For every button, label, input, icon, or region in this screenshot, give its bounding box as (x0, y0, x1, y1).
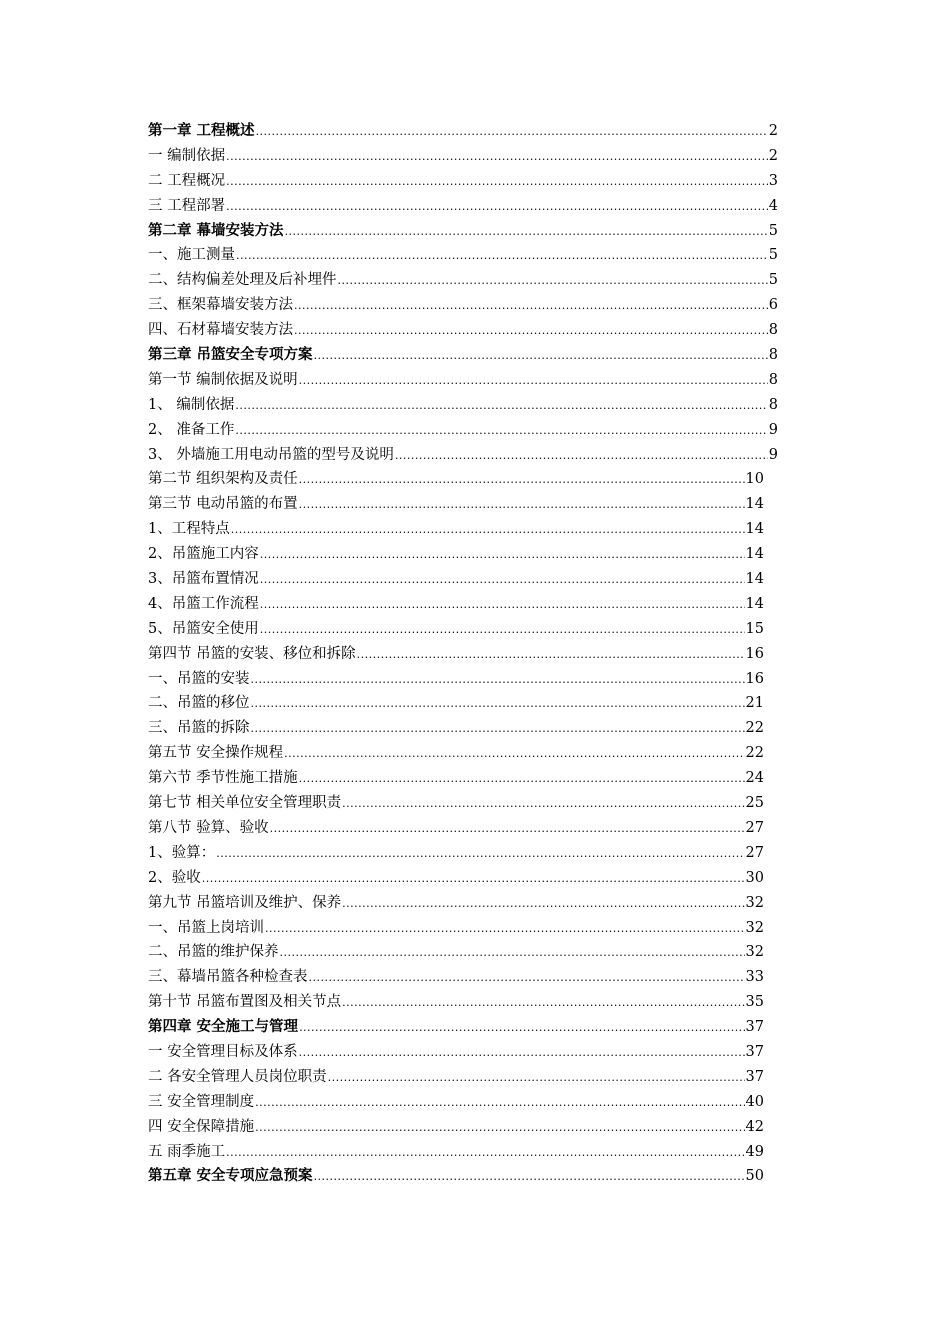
toc-entry-page-number: 25 (745, 795, 764, 812)
toc-entry-title: 第二节 组织架构及责任 (148, 471, 298, 488)
dot-leader (299, 369, 768, 394)
toc-entry-page-number: 37 (745, 1068, 764, 1085)
dot-leader (265, 917, 745, 942)
dot-leader (294, 294, 768, 319)
toc-entry[interactable] (148, 691, 764, 716)
toc-entry-title: 二 工程概况 (148, 172, 226, 189)
dot-leader (314, 344, 768, 369)
toc-entry-page-number: 37 (745, 1019, 764, 1036)
toc-entry[interactable] (148, 318, 778, 343)
toc-entry-title: 三、框架幕墙安装方法 (148, 297, 293, 314)
toc-entry-page-number: 8 (768, 396, 778, 413)
toc-entry-title: 1、验算： (148, 844, 216, 861)
toc-entry[interactable] (148, 443, 778, 468)
toc-entry-page-number: 32 (745, 919, 764, 936)
toc-entry-page-number: 8 (768, 371, 778, 388)
dot-leader (357, 643, 745, 668)
toc-entry-page-number: 16 (745, 670, 764, 687)
toc-entry-page-number: 14 (745, 571, 764, 588)
toc-entry-page-number: 2 (768, 123, 778, 139)
dot-leader (309, 966, 745, 991)
toc-entry-page-number: 3 (768, 172, 778, 189)
toc-entry-title: 3、 外墙施工用电动吊篮的型号及说明 (148, 446, 394, 463)
toc-entry-page-number: 14 (745, 521, 764, 538)
toc-entry-page-number: 14 (745, 496, 764, 513)
dot-leader (299, 767, 745, 792)
toc-entry-page-number: 5 (768, 222, 778, 239)
toc-entry-page-number: 21 (745, 695, 764, 712)
dot-leader (255, 1116, 744, 1141)
dot-leader (280, 941, 745, 966)
toc-entry-title: 五 雨季施工 (148, 1143, 226, 1160)
toc-entry-title: 4、吊篮工作流程 (148, 595, 259, 612)
toc-entry[interactable] (148, 916, 764, 941)
toc-entry[interactable] (148, 343, 778, 368)
toc-entry[interactable] (148, 368, 778, 393)
toc-entry-title: 一、吊篮的安装 (148, 670, 250, 687)
toc-entry[interactable] (148, 169, 778, 194)
toc-entry[interactable] (148, 1140, 764, 1165)
toc-entry-page-number: 16 (745, 645, 764, 662)
toc-entry-title: 第五节 安全操作规程 (148, 745, 284, 762)
toc-entry-page-number: 50 (745, 1168, 764, 1185)
toc-entry[interactable] (148, 418, 778, 443)
toc-entry-title: 一 编制依据 (148, 147, 226, 164)
toc-entry[interactable] (148, 119, 778, 144)
toc-entry-page-number: 30 (745, 869, 764, 886)
toc-entry-page-number: 27 (745, 844, 764, 861)
dot-leader (342, 792, 744, 817)
toc-entry-title: 第八节 验算、验收 (148, 819, 269, 836)
toc-entry-title: 2、吊篮施工内容 (148, 546, 259, 563)
toc-entry-title: 3、吊篮布置情况 (148, 571, 259, 588)
toc-entry[interactable] (148, 741, 764, 766)
toc-entry[interactable] (148, 965, 764, 990)
dot-leader (235, 394, 767, 419)
dot-leader (236, 244, 768, 269)
toc-entry-title: 二、吊篮的移位 (148, 695, 250, 712)
toc-entry[interactable] (148, 1065, 764, 1090)
toc-entry-title: 四、石材幕墙安装方法 (148, 322, 293, 339)
toc-entry-page-number: 8 (768, 322, 778, 339)
toc-entry-page-number: 27 (745, 819, 764, 836)
table-of-contents (148, 119, 778, 1189)
toc-entry-title: 三 工程部署 (148, 197, 226, 214)
toc-entry-title: 三 安全管理制度 (148, 1093, 255, 1110)
toc-entry[interactable] (148, 866, 764, 891)
dot-leader (251, 717, 745, 742)
dot-leader (299, 468, 745, 493)
dot-leader (270, 817, 745, 842)
dot-leader (342, 892, 744, 917)
dot-leader (216, 842, 744, 867)
toc-entry-title: 二、吊篮的维护保养 (148, 944, 279, 961)
toc-entry[interactable] (148, 467, 764, 492)
toc-entry-title: 2、 准备工作 (148, 421, 235, 438)
toc-entry[interactable] (148, 766, 764, 791)
dot-leader (314, 1165, 745, 1190)
toc-entry-page-number: 22 (745, 745, 764, 762)
toc-entry[interactable] (148, 1090, 764, 1115)
dot-leader (260, 543, 745, 568)
dot-leader (294, 319, 768, 344)
dot-leader (338, 269, 768, 294)
toc-entry-title: 第四节 吊篮的安装、移位和拆除 (148, 645, 356, 662)
dot-leader (299, 1041, 745, 1066)
dot-leader (260, 618, 745, 643)
toc-entry[interactable] (148, 144, 778, 169)
toc-entry[interactable] (148, 194, 778, 219)
toc-entry-title: 2、验收 (148, 869, 201, 886)
toc-entry[interactable] (148, 219, 778, 244)
toc-entry-page-number: 32 (745, 944, 764, 961)
toc-entry[interactable] (148, 667, 764, 692)
toc-entry-page-number: 5 (768, 247, 778, 264)
toc-entry[interactable] (148, 940, 764, 965)
toc-entry[interactable] (148, 891, 764, 916)
toc-entry-page-number: 33 (745, 969, 764, 986)
toc-entry[interactable] (148, 642, 764, 667)
toc-entry-page-number: 2 (768, 147, 778, 164)
dot-leader (260, 593, 745, 618)
toc-entry[interactable] (148, 791, 764, 816)
toc-entry[interactable] (148, 716, 764, 741)
dot-leader (299, 493, 745, 518)
toc-entry-page-number: 9 (768, 421, 778, 438)
toc-entry-page-number: 32 (745, 894, 764, 911)
toc-entry-page-number: 5 (768, 272, 778, 289)
toc-entry-title: 第二章 幕墙安装方法 (148, 221, 284, 239)
toc-entry-page-number: 15 (745, 620, 764, 637)
toc-entry-page-number: 40 (745, 1093, 764, 1110)
toc-entry[interactable] (148, 1015, 764, 1040)
toc-entry[interactable] (148, 841, 764, 866)
toc-entry-page-number: 24 (745, 770, 764, 787)
toc-entry-page-number: 10 (745, 471, 764, 488)
toc-entry[interactable] (148, 542, 764, 567)
toc-entry-title: 第三节 电动吊篮的布置 (148, 496, 298, 513)
dot-leader (285, 220, 768, 245)
toc-entry-page-number: 22 (745, 720, 764, 737)
toc-entry[interactable] (148, 293, 778, 318)
toc-entry-title: 二 各安全管理人员岗位职责 (148, 1068, 327, 1085)
toc-entry-title: 第五章 安全专项应急预案 (148, 1167, 313, 1185)
toc-entry-page-number: 14 (745, 546, 764, 563)
toc-entry-title: 第一章 工程概述 (148, 122, 255, 139)
toc-entry[interactable] (148, 243, 778, 268)
dot-leader (226, 195, 768, 220)
toc-entry-title: 一、施工测量 (148, 247, 235, 264)
toc-entry[interactable] (148, 990, 764, 1015)
toc-entry-title: 三、吊篮的拆除 (148, 720, 250, 737)
toc-entry-page-number: 9 (768, 446, 778, 463)
toc-entry[interactable] (148, 816, 764, 841)
toc-entry[interactable] (148, 492, 764, 517)
toc-entry-title: 第三章 吊篮安全专项方案 (148, 346, 313, 364)
toc-entry-title: 1、 编制依据 (148, 396, 235, 413)
toc-entry-title: 一、吊篮上岗培训 (148, 919, 264, 936)
toc-entry[interactable] (148, 567, 764, 592)
dot-leader (299, 1016, 744, 1041)
toc-entry-page-number: 35 (745, 994, 764, 1011)
dot-leader (328, 1066, 745, 1091)
dot-leader (284, 742, 744, 767)
toc-entry-page-number: 4 (768, 197, 778, 214)
dot-leader (255, 1091, 744, 1116)
toc-entry-page-number: 6 (768, 297, 778, 314)
toc-entry-title: 第六节 季节性施工措施 (148, 770, 298, 787)
dot-leader (231, 518, 745, 543)
toc-entry-page-number: 49 (745, 1143, 764, 1160)
toc-entry-title: 四 安全保障措施 (148, 1118, 255, 1135)
dot-leader (202, 867, 745, 892)
dot-leader (226, 170, 768, 195)
toc-entry-title: 第七节 相关单位安全管理职责 (148, 795, 342, 812)
toc-entry-title: 三、幕墙吊篮各种检查表 (148, 969, 308, 986)
toc-entry[interactable] (148, 592, 764, 617)
toc-entry[interactable] (148, 617, 764, 642)
dot-leader (256, 120, 768, 145)
toc-entry-title: 1、工程特点 (148, 521, 230, 538)
toc-entry-page-number: 42 (745, 1118, 764, 1135)
dot-leader (235, 419, 767, 444)
dot-leader (260, 568, 745, 593)
toc-entry-title: 一 安全管理目标及体系 (148, 1043, 298, 1060)
toc-entry-title: 第十节 吊篮布置图及相关节点 (148, 994, 342, 1011)
toc-entry-title: 二、结构偏差处理及后补埋件 (148, 272, 337, 289)
dot-leader (251, 692, 745, 717)
dot-leader (226, 1141, 744, 1166)
toc-entry[interactable] (148, 268, 778, 293)
dot-leader (395, 444, 768, 469)
dot-leader (226, 145, 768, 170)
toc-entry-title: 第四章 安全施工与管理 (148, 1018, 299, 1036)
toc-entry-title: 第一节 编制依据及说明 (148, 371, 298, 388)
toc-entry-page-number: 37 (745, 1043, 764, 1060)
toc-entry[interactable] (148, 517, 764, 542)
toc-entry-page-number: 8 (768, 347, 778, 364)
toc-entry-title: 5、吊篮安全使用 (148, 620, 259, 637)
toc-entry[interactable] (148, 393, 778, 418)
toc-entry-title: 第九节 吊篮培训及维护、保养 (148, 894, 342, 911)
toc-entry[interactable] (148, 1115, 764, 1140)
dot-leader (342, 991, 744, 1016)
dot-leader (251, 668, 745, 693)
toc-entry[interactable] (148, 1040, 764, 1065)
toc-entry[interactable] (148, 1164, 764, 1189)
toc-entry-page-number: 14 (745, 595, 764, 612)
